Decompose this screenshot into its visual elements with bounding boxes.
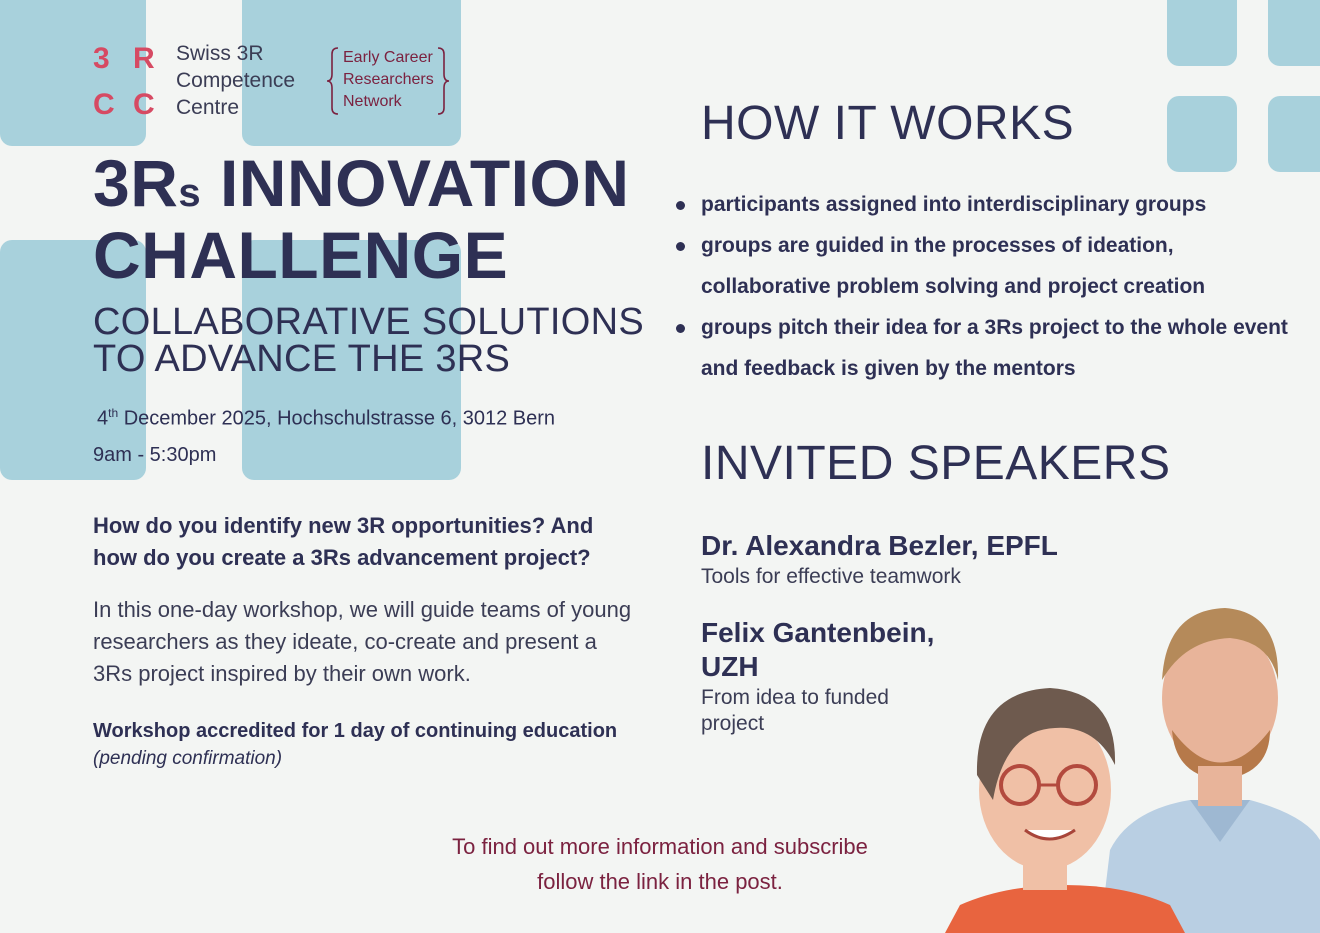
right-brace-icon xyxy=(436,46,450,116)
logo-letter: C xyxy=(133,88,155,121)
date-location: December 2025, Hochschulstrasse 6, 3012 Bern xyxy=(118,407,556,430)
decor-block xyxy=(1268,96,1320,172)
title-line2: CHALLENGE xyxy=(93,218,509,292)
speaker-topic xyxy=(701,685,889,737)
logo-letter: 3 xyxy=(93,42,110,75)
speaker-photo-alexandra xyxy=(945,680,1195,933)
bullet-icon xyxy=(676,242,685,251)
speaker-topic: Tools for effective teamwork xyxy=(701,565,961,588)
speaker-name-line: UZH xyxy=(701,651,759,682)
network-line: Early Career xyxy=(343,49,433,66)
how-it-works-heading: HOW IT WORKS xyxy=(701,97,1075,150)
decor-block xyxy=(0,0,146,146)
list-item-text: participants assigned into interdisciplinary groups xyxy=(701,193,1207,216)
subtitle xyxy=(93,301,644,380)
event-date xyxy=(97,406,555,431)
date-suffix: th xyxy=(108,406,119,420)
logo-letter: C xyxy=(93,88,115,121)
speaker-name-line: Felix Gantenbein, xyxy=(701,617,935,648)
logo-letter: R xyxy=(133,42,155,75)
logo-org-name xyxy=(176,40,295,121)
left-brace-icon xyxy=(326,46,340,116)
network-name xyxy=(343,47,434,113)
subtitle-line: TO ADVANCE THE 3RS xyxy=(93,338,511,380)
list-item-text: groups pitch their idea for a 3Rs project to the whole event and feedback is given by the mentors xyxy=(701,316,1288,380)
accreditation: Workshop accredited for 1 day of continuing education xyxy=(93,720,618,742)
list-item-text: groups are guided in the processes of ideation, collaborative problem solving and project creation xyxy=(701,234,1206,298)
title-text: INNOVATION xyxy=(201,146,630,220)
title-text: 3R xyxy=(93,146,179,220)
speaker-name xyxy=(701,616,934,684)
how-it-works-list xyxy=(676,184,1296,389)
speaker-name: Dr. Alexandra Bezler, EPFL xyxy=(701,530,1058,561)
list-item xyxy=(676,307,1296,389)
list-item xyxy=(676,225,1296,307)
speaker-topic-line: From idea to funded xyxy=(701,686,889,709)
subtitle-line: COLLABORATIVE SOLUTIONS xyxy=(93,301,644,343)
speaker-topic-line: project xyxy=(701,712,765,735)
logo-org-line: Centre xyxy=(176,96,240,119)
call-to-action xyxy=(400,829,920,899)
intro-question: How do you identify new 3R opportunities? And how do you create a 3Rs advancement project? xyxy=(93,513,594,570)
title-small: s xyxy=(178,171,202,215)
cta-line: follow the link in the post. xyxy=(537,869,783,894)
speakers-heading: INVITED SPEAKERS xyxy=(701,437,1171,490)
cta-line: To find out more information and subscribe xyxy=(452,834,868,859)
decor-block xyxy=(1167,0,1237,66)
workshop-description: In this one-day workshop, we will guide teams of young researchers as they ideate, co-create and present a 3Rs project inspired by their own work. xyxy=(93,597,632,686)
page-title xyxy=(93,146,630,292)
network-line: Network xyxy=(343,93,402,110)
network-line: Researchers xyxy=(343,71,434,88)
logo-org-line: Swiss 3R xyxy=(176,42,264,65)
logo-org-line: Competence xyxy=(176,69,296,92)
accreditation-note: (pending confirmation) xyxy=(93,748,283,769)
list-item xyxy=(676,184,1296,225)
date-day: 4 xyxy=(97,407,109,430)
bullet-icon xyxy=(676,201,685,210)
decor-block xyxy=(1268,0,1320,66)
event-time: 9am - 5:30pm xyxy=(93,444,217,466)
decor-block xyxy=(1167,96,1237,172)
bullet-icon xyxy=(676,324,685,333)
